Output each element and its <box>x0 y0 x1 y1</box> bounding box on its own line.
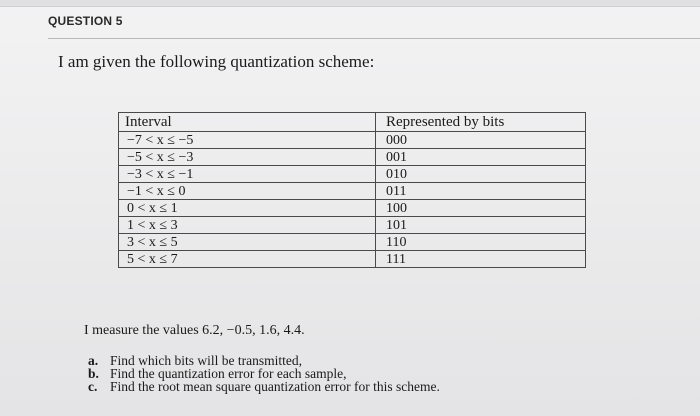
intro-text: I am given the following quantization scheme: <box>58 52 375 71</box>
interval-cell: −5 < x ≤ −3 <box>119 149 376 166</box>
bits-header: Represented by bits <box>376 113 586 132</box>
question-divider <box>48 38 700 39</box>
bits-cell: 110 <box>376 234 586 251</box>
table-row <box>119 200 586 217</box>
interval-cell: −7 < x ≤ −5 <box>119 132 376 149</box>
task-marker: c. <box>88 379 98 394</box>
bits-cell: 001 <box>376 149 586 166</box>
interval-cell: −3 < x ≤ −1 <box>119 166 376 183</box>
task-text: Find which bits will be transmitted, <box>110 353 302 368</box>
list-item <box>88 380 440 393</box>
table-row <box>119 251 586 268</box>
quantization-table <box>118 112 586 268</box>
interval-cell: 3 < x ≤ 5 <box>119 234 376 251</box>
top-bar <box>0 0 700 7</box>
bits-cell: 100 <box>376 200 586 217</box>
interval-cell: 1 < x ≤ 3 <box>119 217 376 234</box>
task-text: Find the root mean square quantization error for this scheme. <box>110 379 440 394</box>
table-row <box>119 166 586 183</box>
table-row <box>119 234 586 251</box>
interval-cell: 5 < x ≤ 7 <box>119 251 376 268</box>
bits-cell: 111 <box>376 251 586 268</box>
table-header-row <box>119 113 586 132</box>
table-row <box>119 149 586 166</box>
bits-cell: 101 <box>376 217 586 234</box>
table-row <box>119 132 586 149</box>
task-list <box>88 354 440 393</box>
measurement-text: I measure the values 6.2, −0.5, 1.6, 4.4. <box>84 323 305 338</box>
interval-cell: 0 < x ≤ 1 <box>119 200 376 217</box>
bits-cell: 000 <box>376 132 586 149</box>
task-marker: b. <box>88 366 99 381</box>
task-marker: a. <box>88 353 99 368</box>
question-label: QUESTION 5 <box>48 14 123 28</box>
table-row <box>119 183 586 200</box>
task-text: Find the quantization error for each sample, <box>110 366 347 381</box>
table-row <box>119 217 586 234</box>
bits-cell: 011 <box>376 183 586 200</box>
interval-cell: −1 < x ≤ 0 <box>119 183 376 200</box>
bits-cell: 010 <box>376 166 586 183</box>
interval-header: Interval <box>119 113 376 132</box>
